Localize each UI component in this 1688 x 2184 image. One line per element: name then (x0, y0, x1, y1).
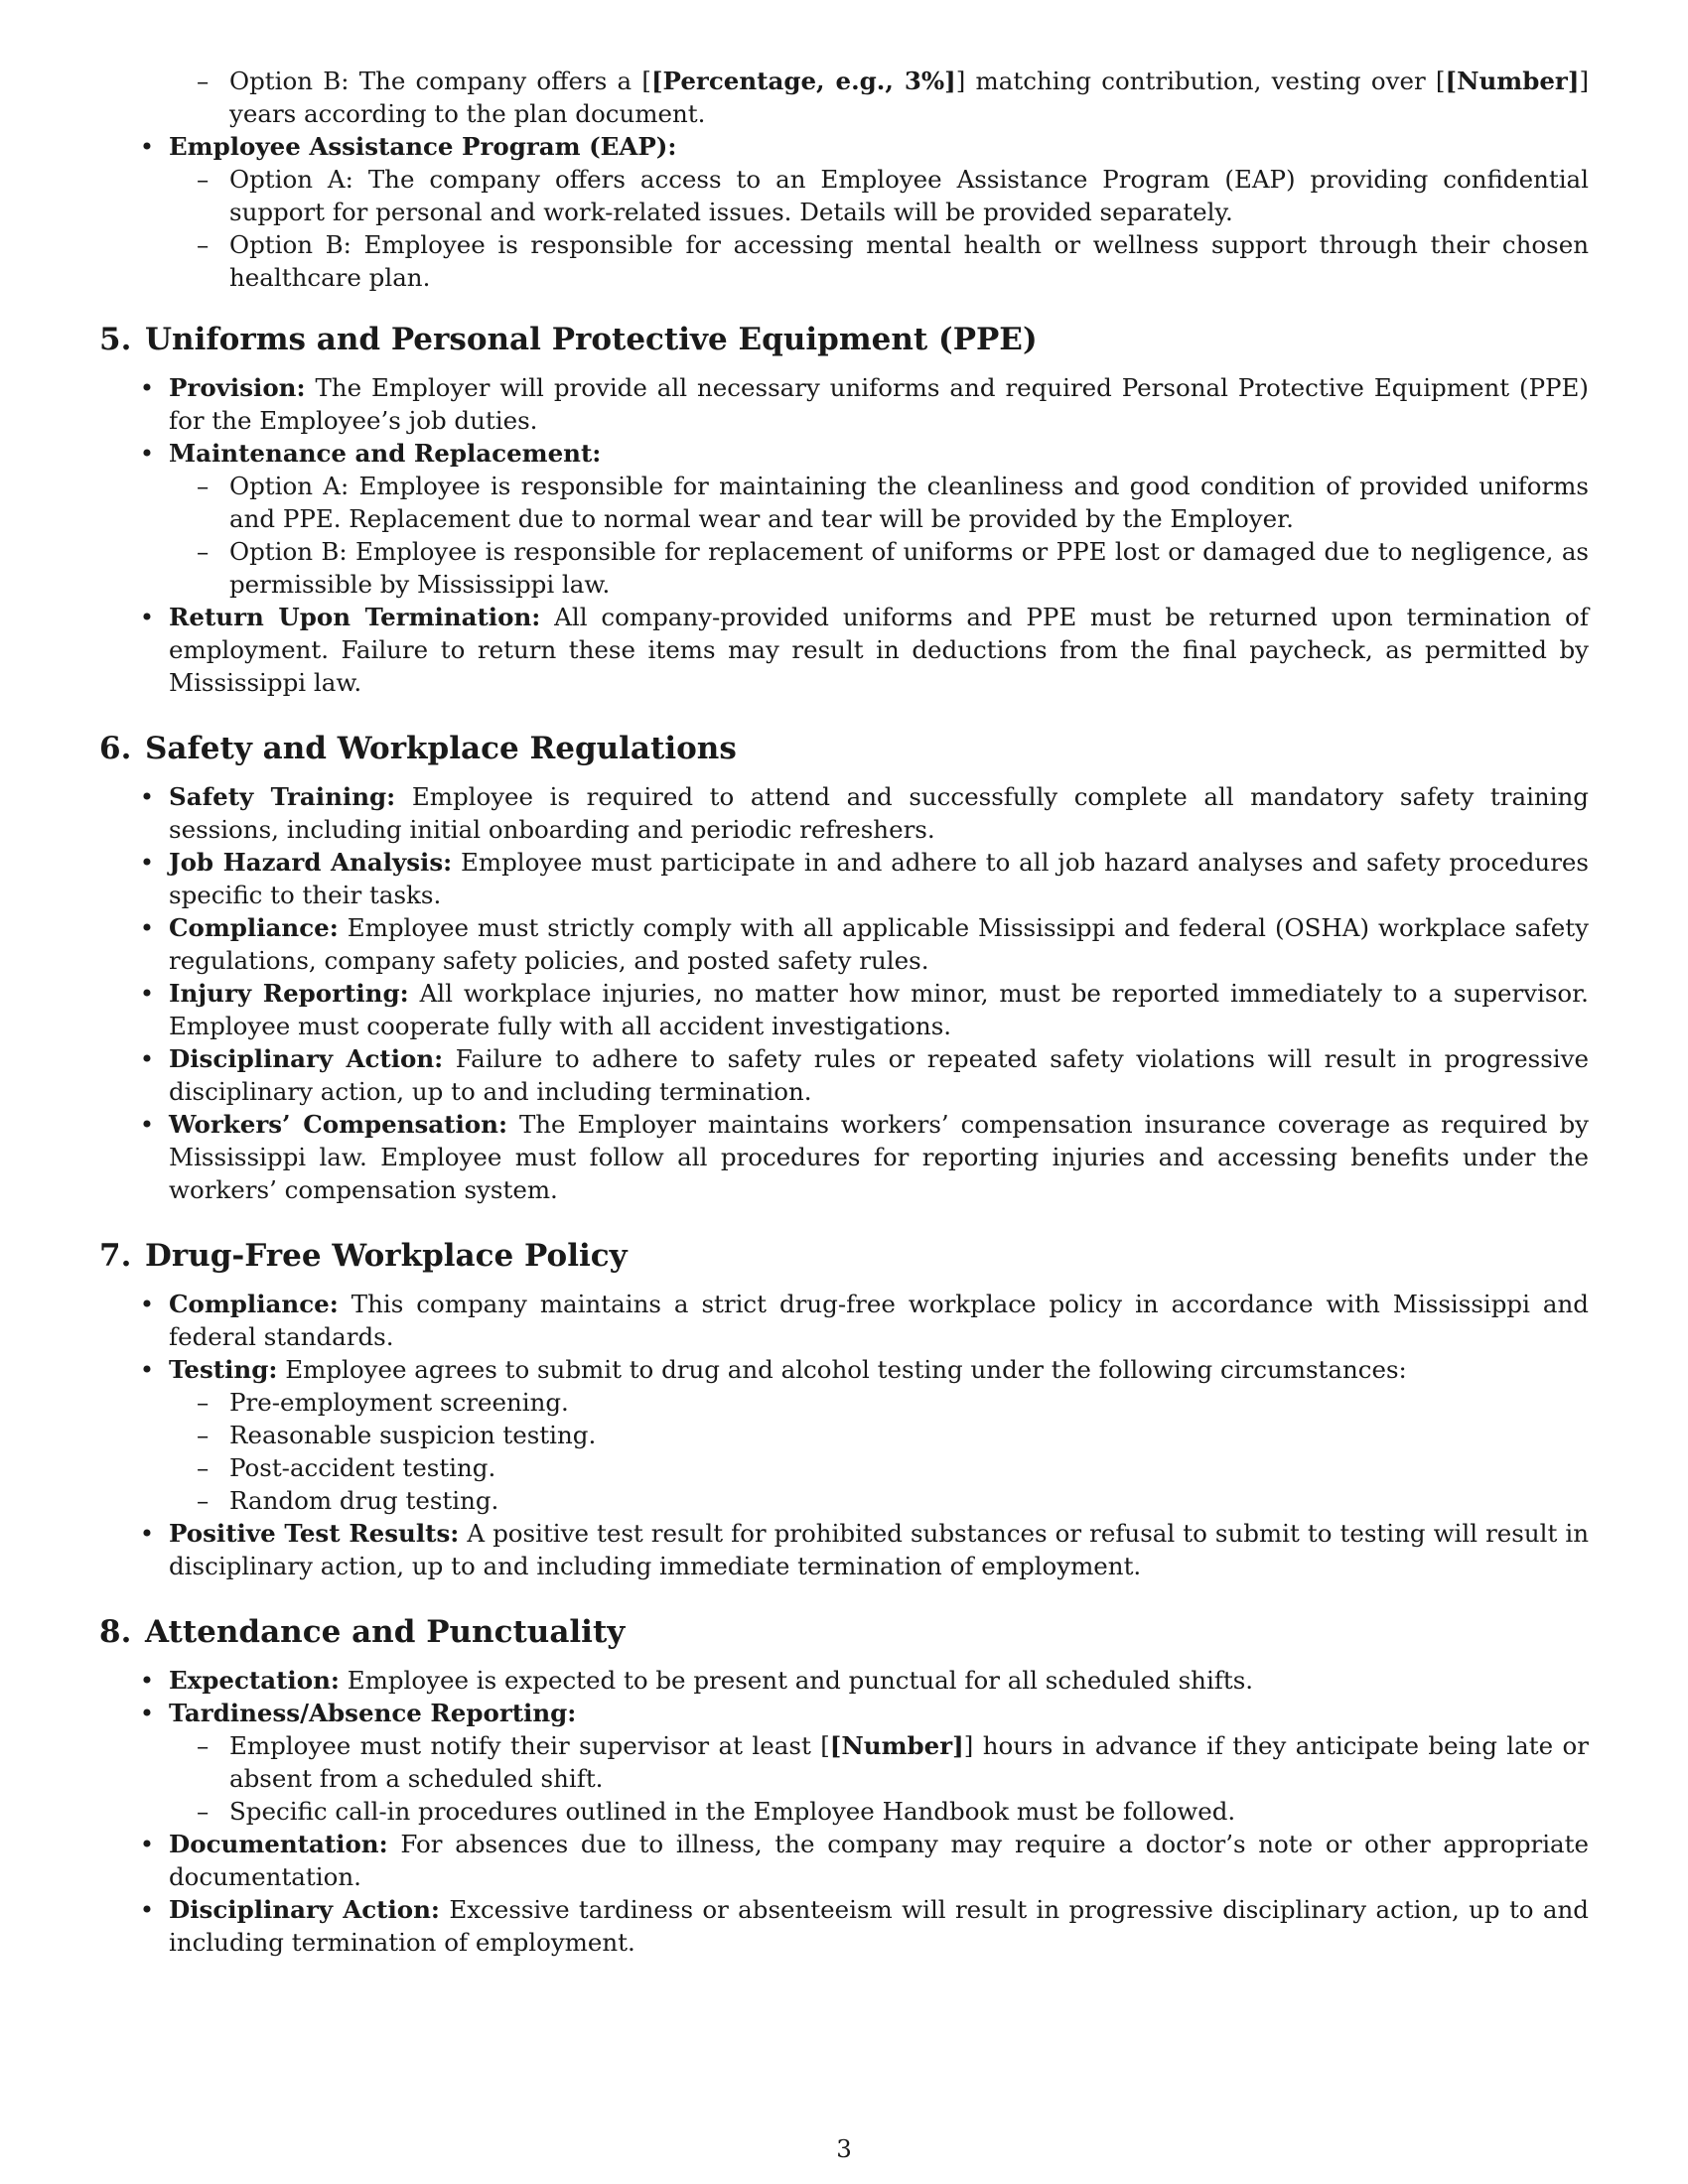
retirement-option-b: – Option B: The company offers a [[Percentage, e.g., 3%]] matching contribution, vesting over [[Number]] years according to the plan document. (197, 67, 1589, 128)
section-7-list (99, 1288, 1589, 1582)
maintenance-options (169, 470, 1589, 601)
list-item: – Pre-employment screening. (197, 1388, 569, 1417)
eap-title: Employee Assistance Program (EAP): (169, 132, 677, 161)
dash-bullet: – (197, 67, 210, 95)
disciplinary-item: • Disciplinary Action: Excessive tardiness or absenteeism will result in progressive disciplinary action, up to and including termination of employment. (139, 1895, 1589, 1957)
page-content (99, 67, 1589, 1959)
list-item: • Disciplinary Action: Failure to adhere to safety rules or repeated safety violations will result in progressive disciplinary action, up to and including termination. (139, 1044, 1589, 1106)
maintenance-option-a: – Option A: Employee is responsible for maintaining the cleanliness and good condition of provided uniforms and PPE. Replacement due to normal wear and tear will be provided by the Employer. (197, 472, 1589, 533)
maintenance-item: • Maintenance and Replacement: – Option A: Employee is responsible for maintaining the cleanliness and good condition of provided uniforms and PPE. Replacement due to normal wear and tear will be provided by the Employer. – Option B: Employee is responsible for replacement of uniforms or PPE lost or damaged due to negligence, as permissible by Mississippi law. (139, 439, 1589, 599)
list-item: – Reasonable suspicion testing. (197, 1421, 597, 1449)
retirement-options (169, 65, 1589, 130)
section-8-heading: 8. Attendance and Punctuality (99, 1614, 626, 1650)
section-6-list (99, 780, 1589, 1206)
return-item: • Return Upon Termination: All company-provided uniforms and PPE must be returned upon termination of employment. Failure to return these items may result in deductions from the final paycheck, as permitted by Mississippi law. (139, 603, 1589, 697)
compliance-item: • Compliance: This company maintains a strict drug-free workplace policy in accordance with Mississippi and federal standards. (139, 1290, 1589, 1351)
hours-placeholder: [[Number]] (820, 1731, 974, 1760)
page-number: 3 (836, 2134, 852, 2163)
callin-subitem: – Specific call-in procedures outlined in the Employee Handbook must be followed. (197, 1797, 1236, 1826)
eap-option-b: – Option B: Employee is responsible for accessing mental health or wellness support through their chosen healthcare plan. (197, 230, 1589, 292)
section-5-list (99, 371, 1589, 699)
list-item: • Workers’ Compensation: The Employer maintains workers’ compensation insurance coverage as required by Mississippi law. Employee must follow all procedures for reporting injuries and accessing benefits under the workers’ compensation system. (139, 1110, 1589, 1204)
positive-results-item: • Positive Test Results: A positive test result for prohibited substances or refusal to submit to testing will result in disciplinary action, up to and including immediate termination of employment. (139, 1519, 1589, 1580)
expectation-item: • Expectation: Employee is expected to be present and punctual for all scheduled shifts. (139, 1666, 1254, 1695)
section-8-list (99, 1664, 1589, 1959)
section-5-heading: 5. Uniforms and Personal Protective Equipment (PPE) (99, 322, 1038, 357)
years-placeholder: [[Number]] (1435, 67, 1589, 95)
provision-item: • Provision: The Employer will provide all necessary uniforms and required Personal Protective Equipment (PPE) for the Employee’s job duties. (139, 373, 1589, 435)
retirement-item (99, 65, 1589, 130)
list-item: • Job Hazard Analysis: Employee must participate in and adhere to all job hazard analyses and safety procedures specific to their tasks. (139, 848, 1589, 909)
documentation-item: • Documentation: For absences due to illness, the company may require a doctor’s note or other appropriate documentation. (139, 1830, 1589, 1891)
testing-circumstances (169, 1386, 1589, 1517)
eap-item (99, 130, 1589, 294)
tardiness-item: • Tardiness/Absence Reporting: – Employee must notify their supervisor at least [[Number]] hours in advance if they anticipate being late or absent from a scheduled shift. – Specific call-in procedures outlined in the Employee Handbook must be followed. (139, 1699, 1589, 1826)
list-item: – Random drug testing. (197, 1486, 499, 1515)
section-6-heading: 6. Safety and Workplace Regulations (99, 731, 737, 766)
benefits-continuation-list (99, 65, 1589, 294)
list-item: • Injury Reporting: All workplace injuries, no matter how minor, must be reported immediately to a supervisor. Employee must cooperate fully with all accident investigations. (139, 979, 1589, 1040)
maintenance-option-b: – Option B: Employee is responsible for replacement of uniforms or PPE lost or damaged due to negligence, as permissible by Mississippi law. (197, 537, 1589, 599)
tardiness-subitems (169, 1729, 1589, 1828)
list-item: – Post-accident testing. (197, 1453, 496, 1482)
list-item: • Compliance: Employee must strictly comply with all applicable Mississippi and federal (OSHA) workplace safety regulations, company safety policies, and posted safety rules. (139, 913, 1589, 975)
percentage-placeholder: [[Percentage, e.g., 3%]] (641, 67, 966, 95)
eap-option-a: – Option A: The company offers access to an Employee Assistance Program (EAP) providing confidential support for personal and work-related issues. Details will be provided separately. (197, 165, 1589, 226)
eap-options (169, 163, 1589, 294)
list-item: • Safety Training: Employee is required to attend and successfully complete all mandatory safety training sessions, including initial onboarding and periodic refreshers. (139, 782, 1589, 844)
bullet: • (139, 132, 155, 161)
section-7-heading: 7. Drug-Free Workplace Policy (99, 1238, 628, 1274)
notify-subitem: – Employee must notify their supervisor at least [[Number]] hours in advance if they anticipate being late or absent from a scheduled shift. (197, 1731, 1589, 1793)
testing-item: • Testing: Employee agrees to submit to drug and alcohol testing under the following circumstances: – Pre-employment screening. – Reasonable suspicion testing. – Post-accident testing. – Random drug testing. (99, 1353, 1589, 1517)
